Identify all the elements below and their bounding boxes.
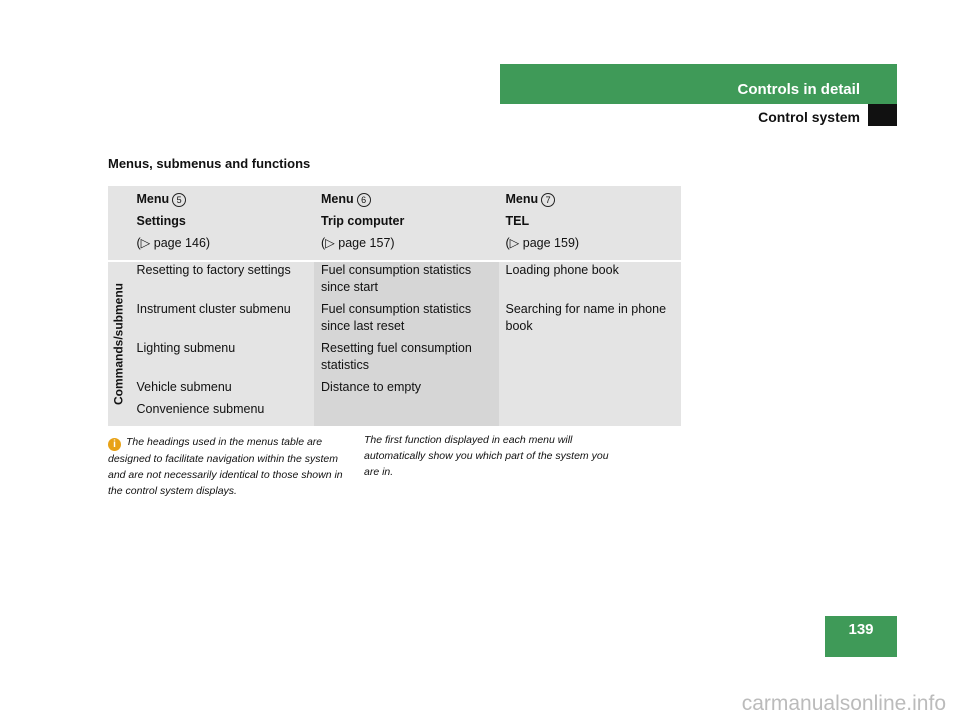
menu-7-items — [499, 262, 681, 426]
menus-table — [108, 186, 681, 426]
menu-6-heading — [314, 186, 499, 210]
info-note-continued: The first function displayed in each menu will automatically show you which part of the system you are in. — [364, 434, 609, 478]
row-label: Commands/submenu — [111, 282, 126, 406]
row-label-cell — [108, 262, 130, 426]
menu-7-label: Menu — [505, 192, 539, 206]
menu-6-title: Trip computer — [314, 210, 499, 232]
corner-cell — [108, 186, 130, 260]
menu-5-heading — [130, 186, 315, 210]
menu-6-page-ref: (▷ page 157) — [314, 232, 499, 260]
list-item: Loading phone book — [505, 263, 619, 277]
menu-6-label: Menu — [321, 192, 354, 206]
menu-5-title: Settings — [130, 210, 315, 232]
menu-7-heading — [499, 186, 681, 210]
list-item: Resetting fuel consumption statistics — [321, 341, 472, 372]
page-number: 139 — [825, 616, 897, 657]
list-item: Searching for name in phone book — [505, 302, 667, 333]
menu-7-page-ref: (▷ page 159) — [499, 232, 681, 260]
menu-5-page-ref: (▷ page 146) — [130, 232, 315, 260]
section-title: Menus, submenus and functions — [108, 156, 311, 171]
list-item: Lighting submenu — [136, 341, 236, 355]
menu-5-number: 5 — [172, 193, 186, 207]
watermark-footer: carmanualsonline.info — [741, 692, 946, 715]
chapter-header — [500, 64, 897, 104]
section-header: Control system — [758, 109, 860, 125]
list-item: Vehicle submenu — [136, 380, 232, 394]
header-marker — [868, 104, 897, 126]
menu-5-label: Menu — [136, 192, 170, 206]
list-item: Distance to empty — [321, 380, 422, 394]
menu-7-number: 7 — [541, 193, 555, 207]
list-item: Fuel consumption statistics since last reset — [321, 302, 472, 333]
info-note-text: The headings used in the menus table are designed to facilitate navigation within the system and are not necessarily identical to those shown in the control system displays. — [108, 436, 343, 497]
list-item: Convenience submenu — [136, 402, 265, 416]
info-icon: i — [108, 438, 121, 451]
menu-5-items — [130, 262, 315, 426]
chapter-title: Controls in detail — [737, 81, 860, 98]
menu-7-title: TEL — [499, 210, 681, 232]
menu-6-items — [314, 262, 499, 426]
info-note — [108, 434, 353, 499]
list-item: Instrument cluster submenu — [136, 302, 291, 316]
list-item: Resetting to factory settings — [136, 263, 291, 277]
menu-6-number: 6 — [357, 193, 371, 207]
list-item: Fuel consumption statistics since start — [321, 263, 472, 294]
